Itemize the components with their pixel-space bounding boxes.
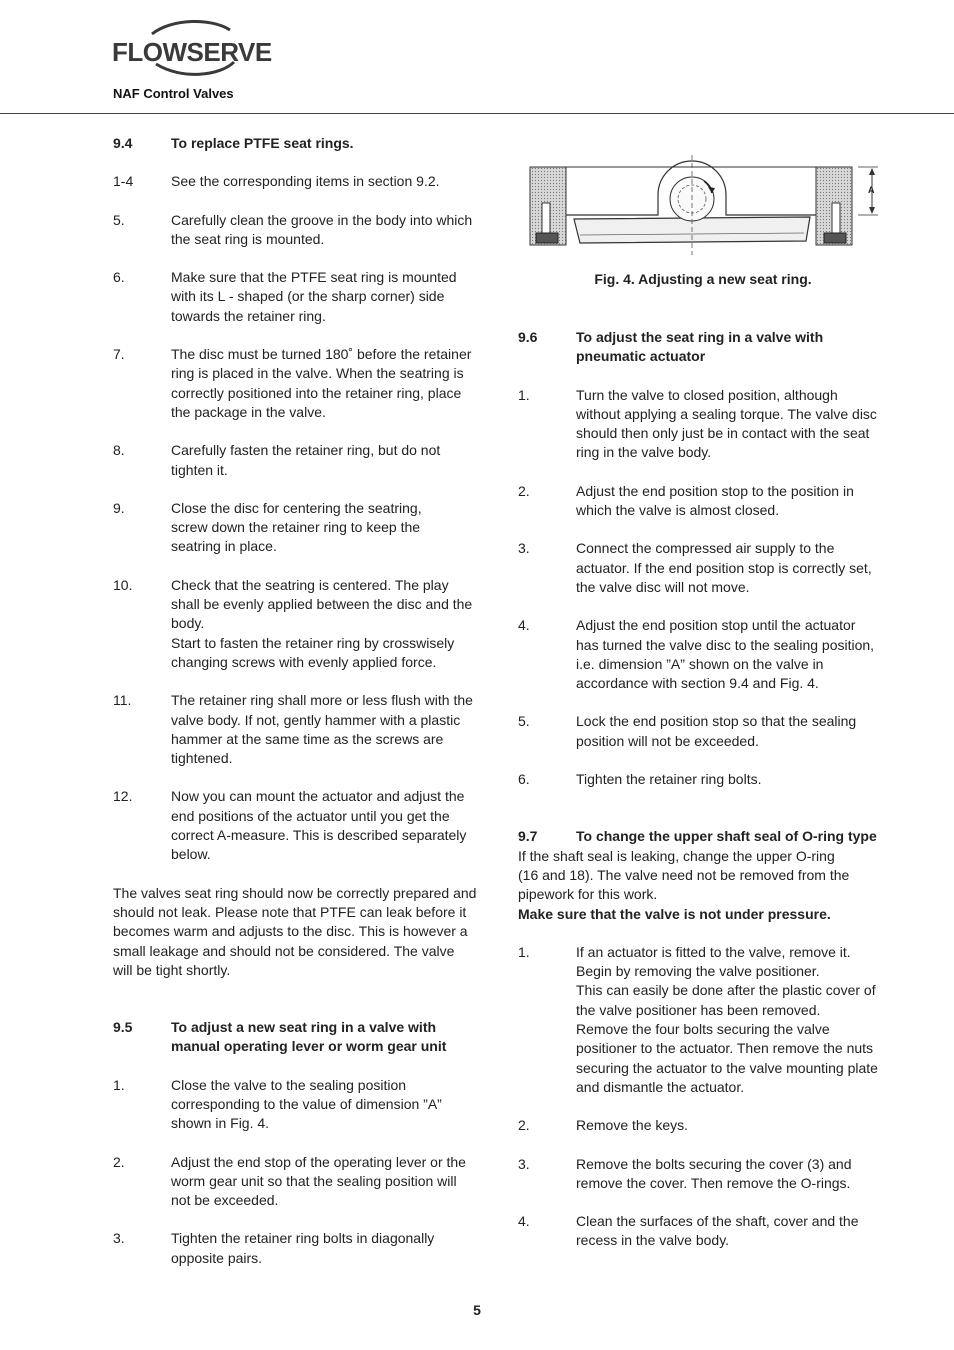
item-line: shall be evenly applied between the disc and the [171, 596, 473, 613]
list-item [113, 691, 483, 768]
item-line: which the valve is almost closed. [576, 502, 780, 519]
section-heading [518, 328, 888, 367]
item-number: 1. [518, 386, 530, 403]
item-line: Remove the bolts securing the cover (3) and [576, 1155, 852, 1172]
item-text [576, 770, 888, 789]
item-text [171, 499, 483, 557]
item-text [576, 1116, 888, 1135]
valve-cross-section-diagram [528, 155, 888, 255]
intro-line: (16 and 18). The valve need not be removed from the [518, 866, 850, 883]
item-number: 2. [518, 482, 530, 499]
item-line: Remove the four bolts securing the valve [576, 1021, 830, 1038]
list-item [518, 1212, 888, 1251]
section-number: 9.7 [518, 828, 538, 845]
section-heading [518, 827, 888, 846]
item-line: Tighten the retainer ring bolts. [576, 771, 762, 788]
section-number: 9.6 [518, 329, 538, 345]
intro-line: pipework for this work. [518, 886, 658, 903]
item-line: correct A-measure. This is described separately [171, 827, 467, 844]
item-text [171, 787, 483, 864]
right-column [518, 328, 888, 1251]
page-number: 5 [473, 1302, 481, 1318]
list-item [518, 1155, 888, 1194]
item-line: ring is placed in the valve. When the seatring is [171, 365, 464, 382]
item-line: the seat ring is mounted. [171, 230, 325, 247]
item-line: end positions of the actuator until you get the [171, 807, 450, 824]
item-number: 2. [518, 1117, 530, 1134]
item-text [171, 172, 483, 191]
list-item [113, 211, 483, 250]
item-line: correctly positioned into the retainer ring, place [171, 384, 462, 401]
section-heading [113, 134, 483, 153]
item-line: Carefully fasten the retainer ring, but do not [171, 442, 441, 459]
item-text [171, 1076, 483, 1134]
list-item [113, 787, 483, 864]
item-line: This can easily be done after the plastic cover of [576, 982, 876, 999]
item-line: Make sure that the PTFE seat ring is mounted [171, 269, 457, 286]
item-line: the valve positioner has been removed. [576, 1001, 821, 1018]
item-line: Now you can mount the actuator and adjust the [171, 788, 465, 805]
item-text [171, 576, 483, 672]
item-line: screw down the retainer ring to keep the [171, 519, 421, 536]
item-text [171, 691, 483, 768]
list-item [518, 539, 888, 597]
item-line: the valve disc will not move. [576, 578, 750, 595]
item-number: 5. [113, 211, 125, 228]
item-line: Carefully clean the groove in the body into which [171, 211, 473, 228]
item-text [171, 345, 483, 422]
item-number: 3. [518, 1155, 530, 1172]
section-note [113, 884, 483, 980]
item-line: not be exceeded. [171, 1192, 279, 1209]
item-number: 2. [113, 1153, 125, 1170]
item-line: changing screws with evenly applied force. [171, 653, 437, 670]
item-line: without applying a sealing torque. The valve disc [576, 405, 877, 422]
item-line: i.e. dimension ”A” shown on the valve in [576, 655, 824, 672]
item-line: Adjust the end position stop to the position in [576, 482, 854, 499]
item-number: 11. [113, 692, 132, 709]
item-text [576, 712, 888, 751]
item-line: Lock the end position stop so that the sealing [576, 713, 857, 730]
item-text [576, 482, 888, 521]
item-number: 7. [113, 346, 125, 363]
item-line: position will not be exceeded. [576, 732, 759, 749]
note-line: becomes warm and adjusts to the disc. This is however a [113, 923, 468, 940]
header-divider [0, 113, 954, 114]
note-line: The valves seat ring should now be correctly prepared and [113, 884, 477, 901]
section-title: To change the upper shaft seal of O-ring type [576, 828, 877, 845]
item-number: 1-4 [113, 173, 134, 190]
item-line: tighten it. [171, 461, 228, 478]
item-line: positioner to the actuator. Then remove the nuts [576, 1040, 874, 1057]
item-line: The retainer ring shall more or less flush with the [171, 692, 473, 709]
section-title [171, 1018, 483, 1057]
item-line: Begin by removing the valve positioner. [576, 963, 820, 980]
item-line: the package in the valve. [171, 403, 326, 420]
brand-name: FLOWSERVE [112, 37, 272, 67]
section-title-line: pneumatic actuator [576, 348, 706, 365]
item-text [576, 943, 888, 1097]
item-line: shown in Fig. 4. [171, 1115, 270, 1132]
list-item [113, 1153, 483, 1211]
item-line: seatring in place. [171, 538, 277, 555]
list-item [518, 616, 888, 693]
item-line: ring in the valve body. [576, 444, 712, 461]
item-number: 6. [518, 771, 530, 788]
item-text [576, 539, 888, 597]
item-line: accordance with section 9.4 and Fig. 4. [576, 675, 819, 692]
item-number: 12. [113, 788, 133, 805]
seat-ring-figure [528, 155, 888, 255]
subbrand: NAF Control Valves [113, 86, 234, 101]
item-number: 6. [113, 269, 125, 286]
list-item [518, 482, 888, 521]
item-line: body. [171, 615, 205, 632]
list-item [518, 712, 888, 751]
item-number: 8. [113, 442, 125, 459]
item-line: Clean the surfaces of the shaft, cover and the [576, 1213, 859, 1230]
item-number: 5. [518, 713, 530, 730]
item-line: tightened. [171, 750, 233, 767]
item-number: 3. [518, 540, 530, 557]
section-title [576, 328, 888, 367]
list-item [113, 268, 483, 326]
item-line: hammer at the same time as the screws are [171, 730, 444, 747]
flowserve-logo [112, 20, 272, 80]
item-number: 4. [518, 617, 530, 634]
item-line: valve body. If not, gently hammer with a plastic [171, 711, 461, 728]
item-text [576, 1212, 888, 1251]
item-number: 9. [113, 499, 125, 516]
list-item [518, 943, 888, 1097]
section-intro [518, 847, 888, 905]
item-number: 10. [113, 576, 133, 593]
item-line: worm gear unit so that the sealing position will [171, 1172, 457, 1189]
item-line: Check that the seatring is centered. The play [171, 576, 449, 593]
list-item [518, 770, 888, 789]
item-number: 1. [518, 943, 530, 960]
item-text [171, 1153, 483, 1211]
item-line: actuator. If the end position stop is correctly set, [576, 559, 872, 576]
item-line: Close the disc for centering the seatring, [171, 499, 422, 516]
dimension-a-label: A [868, 185, 875, 195]
section-title-line: To adjust the seat ring in a valve with [576, 329, 824, 345]
item-line: Turn the valve to closed position, although [576, 386, 838, 403]
item-line: Connect the compressed air supply to the [576, 540, 835, 557]
list-item [113, 1076, 483, 1134]
note-line: small leakage and should not be considered. The valve [113, 942, 455, 959]
item-number: 4. [518, 1213, 530, 1230]
item-line: If an actuator is fitted to the valve, remove it. [576, 943, 851, 960]
figure-caption: Fig. 4. Adjusting a new seat ring. [594, 271, 812, 287]
item-line: has turned the valve disc to the sealing position, [576, 636, 875, 653]
item-line: securing the actuator to the valve mounting plate [576, 1059, 878, 1076]
list-item [518, 1116, 888, 1135]
list-item [113, 499, 483, 557]
item-line: corresponding to the value of dimension ”A” [171, 1095, 442, 1112]
item-line: See the corresponding items in section 9.2. [171, 173, 440, 190]
list-item [113, 1229, 483, 1268]
item-line: The disc must be turned 180˚ before the retainer [171, 346, 472, 363]
item-text [171, 1229, 483, 1268]
list-item [113, 345, 483, 422]
item-text [171, 441, 483, 480]
item-line: and dismantle the actuator. [576, 1078, 745, 1095]
section-number: 9.4 [113, 135, 133, 151]
note-line: will be tight shortly. [113, 961, 231, 978]
item-number: 1. [113, 1076, 125, 1093]
item-line: with its L - shaped (or the sharp corner) side [171, 288, 445, 305]
list-item [518, 386, 888, 463]
list-item [113, 576, 483, 672]
item-line: Remove the keys. [576, 1117, 689, 1134]
list-item [113, 172, 483, 191]
item-line: opposite pairs. [171, 1249, 263, 1266]
section-title: To replace PTFE seat rings. [171, 135, 354, 151]
section-title-line: To adjust a new seat ring in a valve with [171, 1019, 437, 1036]
section-number: 9.5 [113, 1019, 133, 1036]
item-line: Start to fasten the retainer ring by crosswisely [171, 634, 455, 651]
item-text [171, 211, 483, 250]
section-heading [113, 1018, 483, 1057]
item-line: should then only just be in contact with the seat [576, 425, 870, 442]
item-line: remove the cover. Then remove the O-rings. [576, 1174, 851, 1191]
item-line: Adjust the end position stop until the actuator [576, 617, 856, 634]
item-text [576, 1155, 888, 1194]
item-line: Close the valve to the sealing position [171, 1076, 407, 1093]
note-line: should not leak. Please note that PTFE can leak before it [113, 903, 467, 920]
intro-line: If the shaft seal is leaking, change the upper O-ring [518, 847, 835, 864]
item-number: 3. [113, 1230, 125, 1247]
item-line: Tighten the retainer ring bolts in diagonally [171, 1230, 435, 1247]
item-line: Adjust the end stop of the operating lever or the [171, 1153, 466, 1170]
item-text [171, 268, 483, 326]
item-line: towards the retainer ring. [171, 307, 326, 324]
item-text [576, 616, 888, 693]
item-text [576, 386, 888, 463]
item-line: below. [171, 846, 211, 863]
list-item [113, 441, 483, 480]
pressure-warning: Make sure that the valve is not under pressure. [518, 905, 831, 922]
left-column [113, 134, 483, 1268]
section-title-line: manual operating lever or worm gear unit [171, 1038, 447, 1055]
item-line: recess in the valve body. [576, 1232, 730, 1249]
